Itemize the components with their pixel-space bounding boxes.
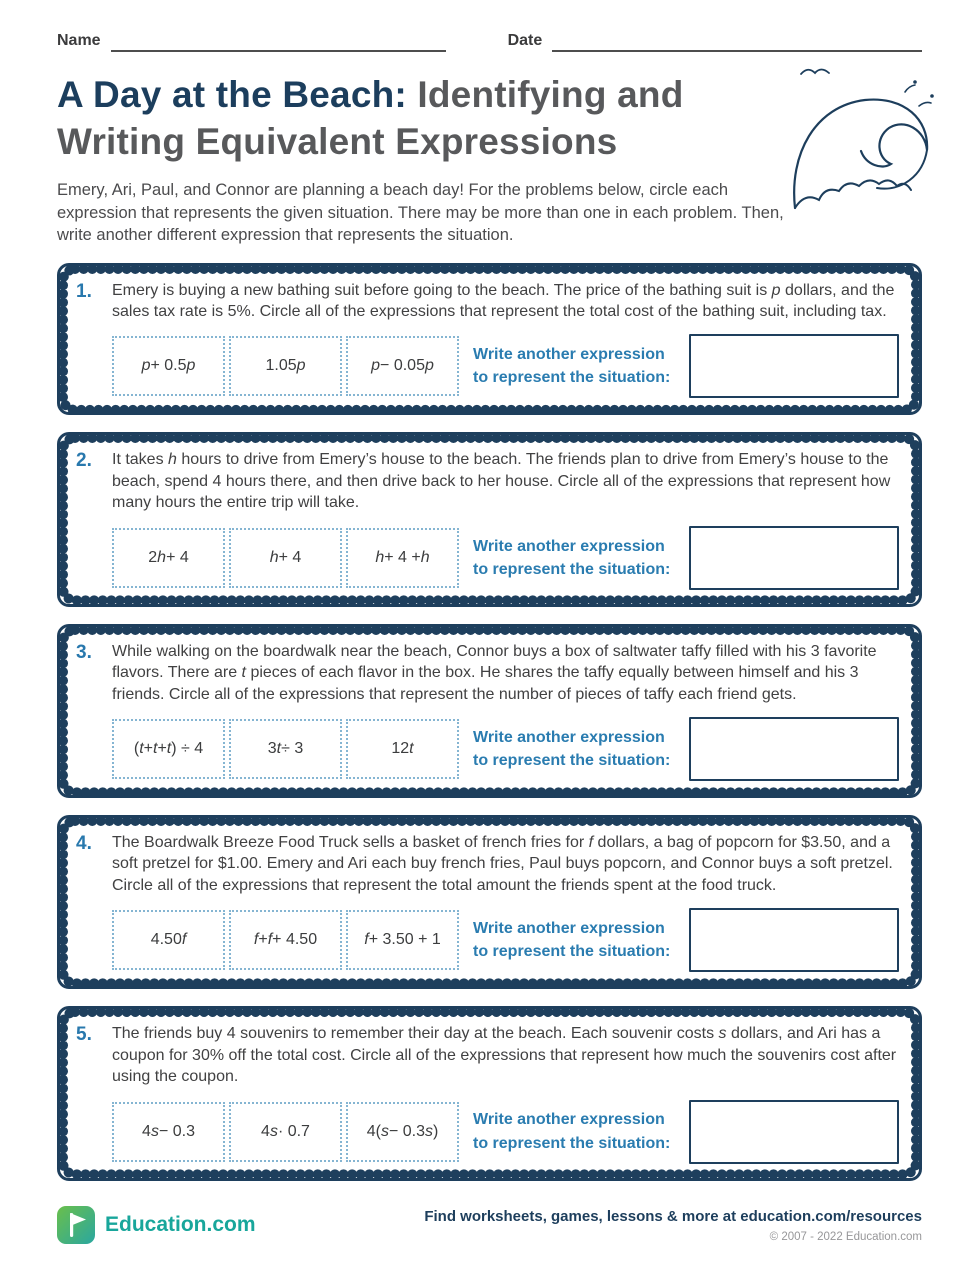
page-title-rest: Identifying and Writing Equivalent Expressions	[57, 74, 684, 162]
footer	[57, 1194, 922, 1244]
problem-number: 4.	[76, 833, 92, 855]
expression-row	[112, 334, 899, 398]
problem-text: It takes h hours to drive from Emery’s house to the beach. The friends plan to drive from Emery’s house to the beach, spend 4 hours there, and then drive back to her house. Circle all of the expressions that represent how many hours the entire trip will take.	[112, 451, 891, 512]
page-title	[57, 72, 817, 165]
problem-text: Emery is buying a new bathing suit before going to the beach. The price of the bathing suit is p dollars, and the sales tax rate is 5%. Circle all of the expressions that represent the total cost of the bathing suit, including tax.	[112, 281, 895, 320]
date-label: Date	[507, 32, 543, 49]
expression-option[interactable]: h + 4	[229, 528, 342, 588]
answer-box[interactable]	[689, 908, 899, 972]
date-line[interactable]	[552, 30, 922, 52]
page-title-accent: A Day at the Beach:	[57, 74, 407, 115]
expression-row	[112, 908, 899, 972]
problem-2	[57, 432, 922, 606]
problem-5	[57, 1006, 922, 1180]
answer-box[interactable]	[689, 334, 899, 398]
education-logo[interactable]	[57, 1206, 256, 1244]
wave-illustration	[787, 58, 939, 230]
expression-option[interactable]: 1.05 p	[229, 336, 342, 396]
resources-link[interactable]: Find worksheets, games, lessons & more at education.com/resources	[424, 1207, 922, 1225]
problem-text: While walking on the boardwalk near the beach, Connor buys a box of saltwater taffy filled with his 3 favorite flavors. There are t pieces of each flavor in the box. He shares the taffy equally between himself and his 3 friends. Circle all of the expressions that represent the number of pieces of taffy each friend gets.	[112, 642, 877, 703]
expression-row	[112, 717, 899, 781]
expression-option[interactable]: 4 s − 0.3	[112, 1102, 225, 1162]
write-another-prompt: Write another expression to represent the situation:	[473, 1111, 671, 1152]
footer-text	[424, 1208, 922, 1243]
problem-number: 1.	[76, 280, 92, 302]
expression-option[interactable]: p − 0.05 p	[346, 336, 459, 396]
answer-box[interactable]	[689, 526, 899, 590]
problem-text: The Boardwalk Breeze Food Truck sells a basket of french fries for f dollars, a bag of popcorn for $3.50, and a soft pretzel for $1.00. Emery and Ari each buy french fries, Paul buys popcorn, and Connor buys a soft pretzel. Circle all of the expressions that represent the total amount the friends spent at the food truck.	[112, 834, 893, 894]
problem-1	[57, 263, 922, 416]
expression-option[interactable]: 4( s − 0.3 s )	[346, 1102, 459, 1162]
problem-3	[57, 624, 922, 798]
expression-options	[112, 1102, 459, 1162]
problem-number: 2.	[76, 450, 92, 472]
write-another-prompt: Write another expression to represent the situation:	[473, 346, 671, 387]
bird-icon	[801, 70, 829, 75]
intro-paragraph: Emery, Ari, Paul, and Connor are planning a beach day! For the problems below, circle each expression that represents the given situation. There may be more than one in each problem. Then, write another different expression that represents the situation.	[57, 181, 784, 245]
write-another-prompt: Write another expression to represent the situation:	[473, 920, 671, 961]
expression-row	[112, 1100, 899, 1164]
name-label: Name	[57, 32, 101, 49]
expression-option[interactable]: p + 0.5 p	[112, 336, 225, 396]
expression-option[interactable]: f + f + 4.50	[229, 910, 342, 970]
write-another-prompt: Write another expression to represent the situation:	[473, 728, 671, 770]
problem-number: 5.	[76, 1024, 92, 1046]
expression-option[interactable]: 4 s · 0.7	[229, 1102, 342, 1162]
problems-list	[57, 263, 922, 1181]
expression-options	[112, 528, 459, 588]
expression-options	[112, 910, 459, 970]
problem-text: The friends buy 4 souvenirs to remember their day at the beach. Each souvenir costs s dollars, and Ari has a coupon for 30% off the total cost. Circle all of the expressions that represent how much the souvenirs cost after using the coupon.	[112, 1025, 897, 1086]
copyright-text: © 2007 - 2022 Education.com	[769, 1230, 922, 1243]
education-wordmark: Education.com	[105, 1213, 256, 1236]
expression-option[interactable]: ( t + t + t ) ÷ 4	[112, 719, 225, 779]
expression-option[interactable]: 3 t ÷ 3	[229, 719, 342, 779]
expression-option[interactable]: 4.50 f	[112, 910, 225, 970]
expression-option[interactable]: f + 3.50 + 1	[346, 910, 459, 970]
answer-box[interactable]	[689, 717, 899, 781]
expression-option[interactable]: 12 t	[346, 719, 459, 779]
answer-box[interactable]	[689, 1100, 899, 1164]
education-logo-icon	[57, 1206, 95, 1244]
expression-option[interactable]: 2 h + 4	[112, 528, 225, 588]
expression-option[interactable]: h + 4 + h	[346, 528, 459, 588]
problem-number: 3.	[76, 641, 92, 663]
name-date-row	[57, 30, 922, 52]
expression-options	[112, 719, 459, 779]
write-another-prompt: Write another expression to represent the situation:	[473, 537, 671, 578]
problem-4	[57, 815, 922, 989]
name-line[interactable]	[111, 30, 446, 52]
expression-options	[112, 336, 459, 396]
expression-row	[112, 526, 899, 590]
